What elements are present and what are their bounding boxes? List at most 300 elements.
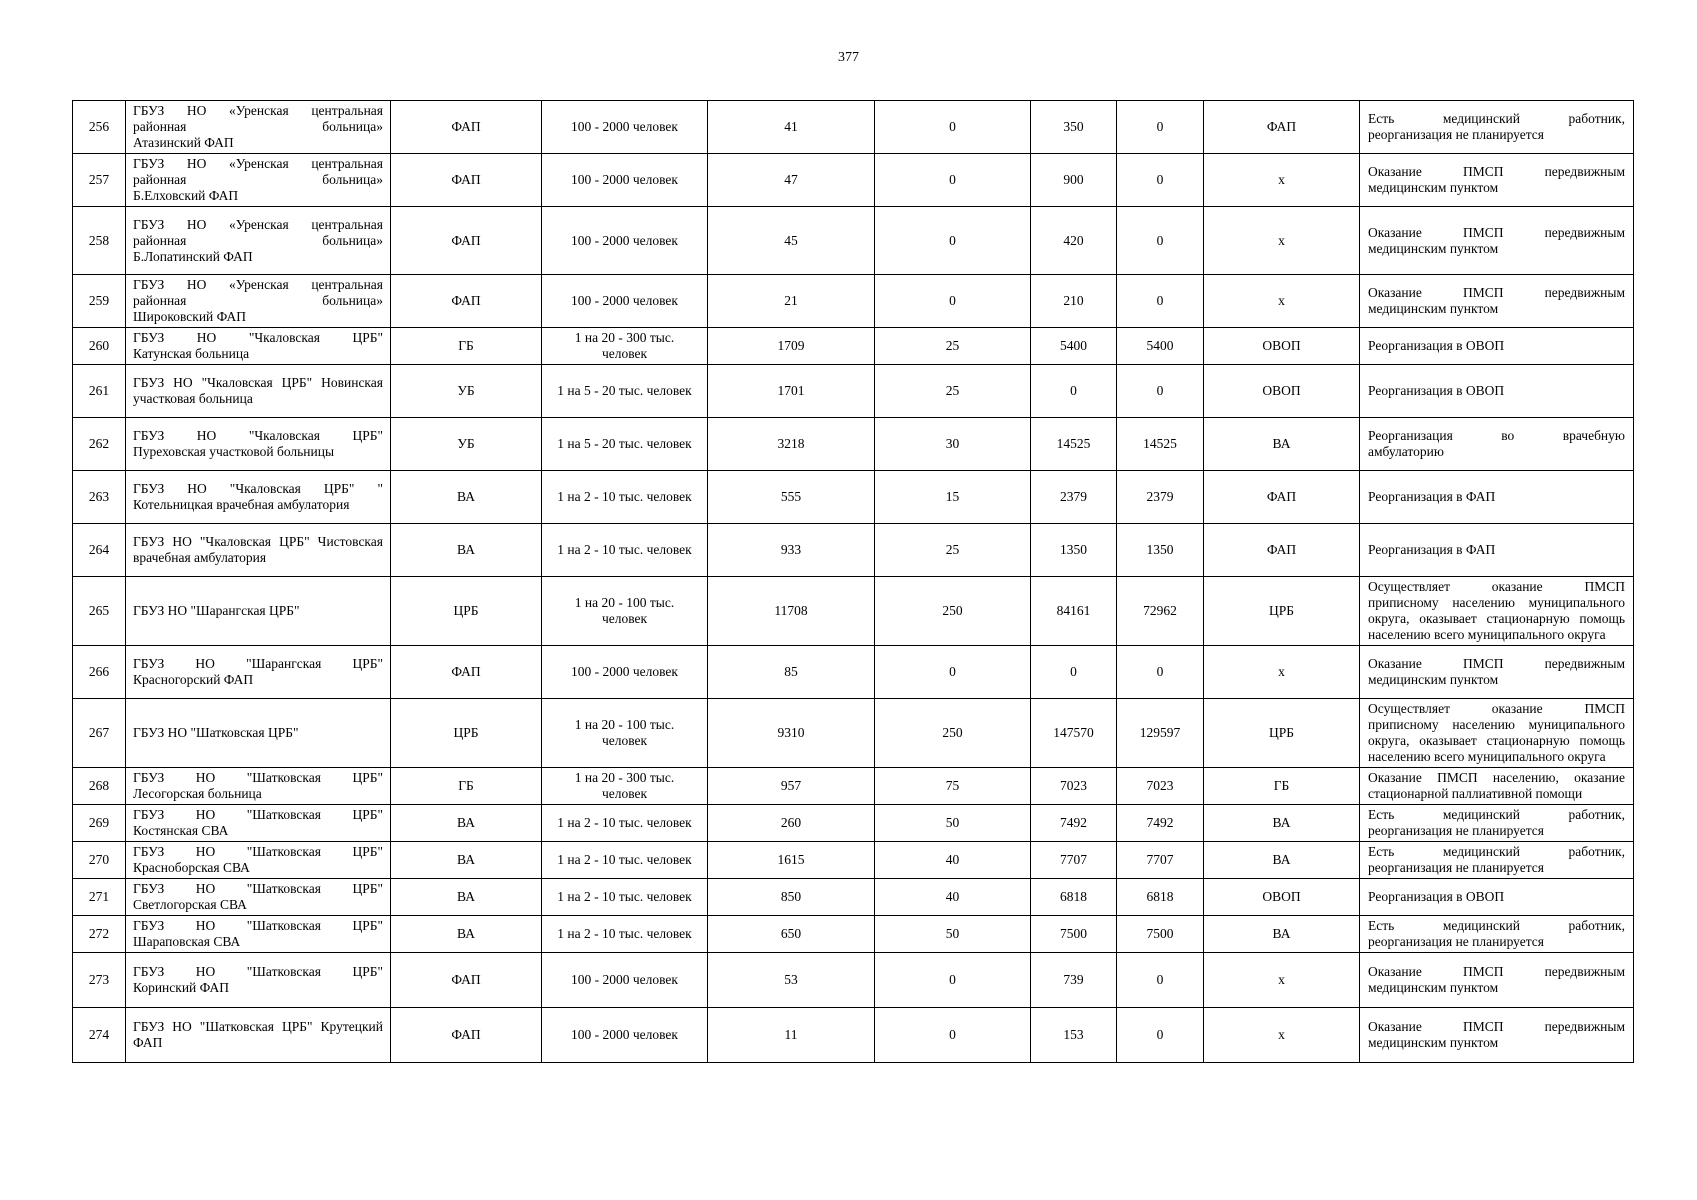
facility-type: ФАП: [391, 101, 542, 154]
value-2: 6818: [1117, 879, 1204, 916]
service-norm: [542, 768, 708, 805]
row-number: 257: [73, 154, 126, 207]
population-count: 9310: [708, 699, 875, 768]
institution-name-line: Б.Лопатинский ФАП: [133, 248, 253, 264]
facility-type: ГБ: [391, 768, 542, 805]
service-norm-line: человек: [601, 733, 648, 748]
value-2: 5400: [1117, 328, 1204, 365]
value-2: 0: [1117, 101, 1204, 154]
institution-name: [126, 879, 391, 916]
note-text: [1360, 101, 1634, 154]
note-text: [1360, 524, 1634, 577]
row-number: 270: [73, 842, 126, 879]
target-type: ЦРБ: [1204, 699, 1360, 768]
facility-type: ВА: [391, 842, 542, 879]
service-norm-line: 1 на 2 - 10 тыс. человек: [557, 889, 692, 904]
target-type: ОВОП: [1204, 365, 1360, 418]
service-norm-line: 1 на 20 - 100 тыс.: [574, 717, 675, 732]
institution-name-line: районная больница»: [133, 119, 383, 134]
note-text: [1360, 842, 1634, 879]
beds-count: 25: [875, 365, 1031, 418]
institution-name-line: ГБУЗ НО "Шатковская ЦРБ": [133, 844, 383, 859]
table-row: [73, 916, 1634, 953]
institution-name-line: Катунская больница: [133, 346, 250, 361]
institution-name: [126, 328, 391, 365]
institution-name: [126, 1008, 391, 1063]
note-text: [1360, 275, 1634, 328]
table-row: [73, 418, 1634, 471]
target-type: ФАП: [1204, 471, 1360, 524]
facility-type: ВА: [391, 805, 542, 842]
target-type: х: [1204, 207, 1360, 275]
row-number: 271: [73, 879, 126, 916]
service-norm: [542, 365, 708, 418]
service-norm: [542, 953, 708, 1008]
facility-type: УБ: [391, 365, 542, 418]
beds-count: 250: [875, 577, 1031, 646]
value-2: 0: [1117, 207, 1204, 275]
population-count: 85: [708, 646, 875, 699]
value-2: 7492: [1117, 805, 1204, 842]
institution-name: [126, 207, 391, 275]
page-number: 377: [838, 50, 859, 65]
service-norm-line: 100 - 2000 человек: [571, 119, 678, 134]
value-2: 0: [1117, 646, 1204, 699]
table-row: [73, 471, 1634, 524]
service-norm-line: человек: [601, 346, 648, 361]
institution-name-line: ГБУЗ НО "Чкаловская ЦРБ": [133, 428, 383, 443]
value-1: 2379: [1031, 471, 1117, 524]
beds-count: 30: [875, 418, 1031, 471]
row-number: 274: [73, 1008, 126, 1063]
beds-count: 0: [875, 207, 1031, 275]
row-number: 272: [73, 916, 126, 953]
beds-count: 0: [875, 101, 1031, 154]
beds-count: 40: [875, 879, 1031, 916]
target-type: ВА: [1204, 842, 1360, 879]
population-count: 260: [708, 805, 875, 842]
table-row: [73, 365, 1634, 418]
institution-name-line: ГБУЗ НО «Уренская центральная: [133, 103, 383, 118]
institution-name: [126, 699, 391, 768]
note-text-line: Оказание ПМСП передвижным: [1368, 1019, 1625, 1034]
row-number: 256: [73, 101, 126, 154]
service-norm-line: 100 - 2000 человек: [571, 1027, 678, 1042]
table-row: [73, 768, 1634, 805]
value-1: 6818: [1031, 879, 1117, 916]
institution-name-line: ГБУЗ НО "Шатковская ЦРБ": [133, 881, 383, 896]
facility-type: ВА: [391, 916, 542, 953]
institution-name-line: ГБУЗ НО "Чкаловская ЦРБ" Чистовская: [133, 534, 383, 549]
beds-count: 0: [875, 275, 1031, 328]
note-text: [1360, 328, 1634, 365]
facilities-table: [72, 100, 1634, 1063]
value-2: 0: [1117, 154, 1204, 207]
population-count: 555: [708, 471, 875, 524]
note-text-line: округа, оказывает стационарную помощь: [1368, 611, 1625, 626]
row-number: 262: [73, 418, 126, 471]
service-norm-line: 100 - 2000 человек: [571, 664, 678, 679]
note-text-line: стационарной паллиативной помощи: [1368, 786, 1583, 801]
note-text: [1360, 916, 1634, 953]
row-number: 265: [73, 577, 126, 646]
note-text-line: медицинским пунктом: [1368, 1035, 1499, 1050]
note-text-line: Реорганизация в ОВОП: [1368, 889, 1505, 904]
note-text-line: медицинским пунктом: [1368, 301, 1499, 316]
value-1: 14525: [1031, 418, 1117, 471]
institution-name-line: Б.Елховский ФАП: [133, 188, 239, 203]
target-type: ОВОП: [1204, 879, 1360, 916]
service-norm-line: 1 на 2 - 10 тыс. человек: [557, 852, 692, 867]
note-text-line: округа, оказывает стационарную помощь: [1368, 733, 1625, 748]
value-2: 7707: [1117, 842, 1204, 879]
service-norm: [542, 101, 708, 154]
row-number: 268: [73, 768, 126, 805]
note-text: [1360, 418, 1634, 471]
beds-count: 0: [875, 154, 1031, 207]
note-text-line: медицинским пунктом: [1368, 980, 1499, 995]
note-text: [1360, 768, 1634, 805]
row-number: 260: [73, 328, 126, 365]
service-norm-line: 100 - 2000 человек: [571, 172, 678, 187]
note-text: [1360, 207, 1634, 275]
note-text-line: реорганизация не планируется: [1368, 860, 1544, 875]
institution-name-line: ГБУЗ НО "Шатковская ЦРБ": [133, 770, 383, 785]
value-1: 1350: [1031, 524, 1117, 577]
population-count: 1709: [708, 328, 875, 365]
institution-name: [126, 524, 391, 577]
institution-name: [126, 646, 391, 699]
institution-name-line: Красноборская СВА: [133, 860, 250, 875]
institution-name-line: ГБУЗ НО "Шатковская ЦРБ": [133, 918, 383, 933]
institution-name-line: ГБУЗ НО «Уренская центральная: [133, 216, 383, 232]
service-norm: [542, 842, 708, 879]
service-norm: [542, 418, 708, 471]
service-norm: [542, 524, 708, 577]
service-norm-line: 1 на 20 - 300 тыс.: [574, 330, 675, 345]
institution-name: [126, 953, 391, 1008]
note-text-line: Осуществляет оказание ПМСП: [1368, 701, 1625, 716]
service-norm-line: человек: [601, 786, 648, 801]
note-text-line: Оказание ПМСП передвижным: [1368, 656, 1625, 671]
population-count: 933: [708, 524, 875, 577]
note-text-line: Оказание ПМСП населению, оказание: [1368, 770, 1625, 785]
institution-name: [126, 842, 391, 879]
facility-type: ВА: [391, 524, 542, 577]
note-text-line: приписному населению муниципального: [1368, 717, 1625, 732]
table-row: [73, 805, 1634, 842]
note-text-line: Есть медицинский работник,: [1368, 918, 1625, 933]
service-norm-line: 100 - 2000 человек: [571, 232, 678, 248]
row-number: 264: [73, 524, 126, 577]
value-2: 0: [1117, 365, 1204, 418]
note-text: [1360, 805, 1634, 842]
table-row: [73, 1008, 1634, 1063]
table-row: [73, 953, 1634, 1008]
value-1: 350: [1031, 101, 1117, 154]
note-text: [1360, 154, 1634, 207]
note-text-line: реорганизация не планируется: [1368, 127, 1544, 142]
facility-type: ФАП: [391, 207, 542, 275]
service-norm: [542, 646, 708, 699]
facility-type: ГБ: [391, 328, 542, 365]
institution-name-line: ГБУЗ НО "Шатковская ЦРБ": [133, 725, 299, 740]
beds-count: 25: [875, 328, 1031, 365]
table-body: [73, 101, 1634, 1063]
service-norm-line: 1 на 2 - 10 тыс. человек: [557, 815, 692, 830]
service-norm: [542, 1008, 708, 1063]
service-norm-line: 100 - 2000 человек: [571, 293, 678, 308]
table-row: [73, 101, 1634, 154]
service-norm: [542, 154, 708, 207]
note-text-line: Есть медицинский работник,: [1368, 807, 1625, 822]
target-type: ВА: [1204, 805, 1360, 842]
institution-name-line: ФАП: [133, 1035, 163, 1050]
value-2: 2379: [1117, 471, 1204, 524]
institution-name-line: Красногорский ФАП: [133, 672, 254, 687]
note-text-line: Реорганизация в ФАП: [1368, 489, 1496, 504]
service-norm-line: 1 на 5 - 20 тыс. человек: [557, 383, 692, 398]
institution-name-line: Шараповская СВА: [133, 934, 241, 949]
service-norm: [542, 207, 708, 275]
row-number: 263: [73, 471, 126, 524]
target-type: х: [1204, 953, 1360, 1008]
facility-type: ФАП: [391, 1008, 542, 1063]
table-row: [73, 154, 1634, 207]
note-text-line: медицинским пунктом: [1368, 180, 1499, 195]
note-text: [1360, 577, 1634, 646]
service-norm-line: 1 на 20 - 100 тыс.: [574, 595, 675, 610]
facility-type: ВА: [391, 471, 542, 524]
value-2: 129597: [1117, 699, 1204, 768]
value-1: 420: [1031, 207, 1117, 275]
note-text-line: приписному населению муниципального: [1368, 595, 1625, 610]
facility-type: ЦРБ: [391, 699, 542, 768]
target-type: ФАП: [1204, 524, 1360, 577]
value-1: 7492: [1031, 805, 1117, 842]
institution-name: [126, 916, 391, 953]
value-1: 900: [1031, 154, 1117, 207]
service-norm-line: 100 - 2000 человек: [571, 972, 678, 987]
value-1: 5400: [1031, 328, 1117, 365]
note-text: [1360, 1008, 1634, 1063]
institution-name: [126, 275, 391, 328]
service-norm-line: человек: [601, 611, 648, 626]
institution-name-line: Широковский ФАП: [133, 309, 246, 324]
population-count: 850: [708, 879, 875, 916]
target-type: ВА: [1204, 916, 1360, 953]
value-1: 7500: [1031, 916, 1117, 953]
beds-count: 0: [875, 953, 1031, 1008]
table-row: [73, 646, 1634, 699]
note-text-line: медицинским пунктом: [1368, 240, 1499, 256]
note-text-line: Осуществляет оказание ПМСП: [1368, 579, 1625, 594]
service-norm-line: 1 на 2 - 10 тыс. человек: [557, 489, 692, 504]
institution-name-line: ГБУЗ НО «Уренская центральная: [133, 277, 383, 292]
note-text-line: Реорганизация в ФАП: [1368, 542, 1496, 557]
note-text-line: Оказание ПМСП передвижным: [1368, 164, 1625, 179]
note-text: [1360, 879, 1634, 916]
institution-name-line: врачебная амбулатория: [133, 550, 267, 565]
population-count: 650: [708, 916, 875, 953]
population-count: 47: [708, 154, 875, 207]
service-norm: [542, 879, 708, 916]
population-count: 41: [708, 101, 875, 154]
value-2: 1350: [1117, 524, 1204, 577]
service-norm-line: 1 на 2 - 10 тыс. человек: [557, 926, 692, 941]
value-1: 153: [1031, 1008, 1117, 1063]
institution-name-line: ГБУЗ НО "Шарангская ЦРБ": [133, 603, 300, 618]
institution-name-line: Коринский ФАП: [133, 980, 229, 995]
service-norm: [542, 275, 708, 328]
beds-count: 0: [875, 1008, 1031, 1063]
note-text-line: Есть медицинский работник,: [1368, 844, 1625, 859]
target-type: ГБ: [1204, 768, 1360, 805]
value-2: 7023: [1117, 768, 1204, 805]
note-text-line: реорганизация не планируется: [1368, 823, 1544, 838]
population-count: 3218: [708, 418, 875, 471]
service-norm-line: 1 на 5 - 20 тыс. человек: [557, 436, 692, 451]
note-text-line: Оказание ПМСП передвижным: [1368, 285, 1625, 300]
service-norm: [542, 699, 708, 768]
table-row: [73, 577, 1634, 646]
table-row: [73, 207, 1634, 275]
institution-name-line: Котельницкая врачебная амбулатория: [133, 497, 350, 512]
facility-type: ФАП: [391, 953, 542, 1008]
value-2: 7500: [1117, 916, 1204, 953]
population-count: 1701: [708, 365, 875, 418]
institution-name-line: ГБУЗ НО "Чкаловская ЦРБ": [133, 330, 383, 345]
institution-name-line: участковая больница: [133, 391, 253, 406]
institution-name-line: районная больница»: [133, 172, 383, 187]
beds-count: 25: [875, 524, 1031, 577]
note-text-line: реорганизация не планируется: [1368, 934, 1544, 949]
note-text-line: медицинским пунктом: [1368, 672, 1499, 687]
note-text: [1360, 365, 1634, 418]
value-1: 210: [1031, 275, 1117, 328]
value-2: 72962: [1117, 577, 1204, 646]
row-number: 269: [73, 805, 126, 842]
target-type: х: [1204, 154, 1360, 207]
note-text: [1360, 646, 1634, 699]
value-1: 7707: [1031, 842, 1117, 879]
table-row: [73, 842, 1634, 879]
institution-name-line: Светлогорская СВА: [133, 897, 247, 912]
institution-name: [126, 805, 391, 842]
institution-name-line: ГБУЗ НО "Шатковская ЦРБ": [133, 807, 383, 822]
table-row: [73, 699, 1634, 768]
institution-name-line: ГБУЗ НО "Шарангская ЦРБ": [133, 656, 383, 671]
service-norm: [542, 471, 708, 524]
note-text-line: Реорганизация в ОВОП: [1368, 383, 1505, 398]
institution-name: [126, 101, 391, 154]
row-number: 273: [73, 953, 126, 1008]
institution-name-line: районная больница»: [133, 293, 383, 308]
note-text-line: Оказание ПМСП передвижным: [1368, 964, 1625, 979]
value-1: 7023: [1031, 768, 1117, 805]
service-norm: [542, 577, 708, 646]
facility-type: ФАП: [391, 646, 542, 699]
note-text-line: Есть медицинский работник,: [1368, 111, 1625, 126]
value-2: 14525: [1117, 418, 1204, 471]
value-1: 84161: [1031, 577, 1117, 646]
note-text: [1360, 471, 1634, 524]
institution-name: [126, 365, 391, 418]
service-norm-line: 1 на 20 - 300 тыс.: [574, 770, 675, 785]
population-count: 53: [708, 953, 875, 1008]
table-row: [73, 328, 1634, 365]
population-count: 11: [708, 1008, 875, 1063]
target-type: ФАП: [1204, 101, 1360, 154]
row-number: 267: [73, 699, 126, 768]
beds-count: 250: [875, 699, 1031, 768]
note-text-line: Реорганизация во врачебную: [1368, 428, 1625, 443]
institution-name: [126, 154, 391, 207]
beds-count: 15: [875, 471, 1031, 524]
institution-name-line: Пуреховская участковой больницы: [133, 444, 335, 459]
row-number: 258: [73, 207, 126, 275]
target-type: ВА: [1204, 418, 1360, 471]
value-2: 0: [1117, 275, 1204, 328]
table-row: [73, 524, 1634, 577]
beds-count: 50: [875, 916, 1031, 953]
target-type: х: [1204, 1008, 1360, 1063]
target-type: х: [1204, 275, 1360, 328]
beds-count: 50: [875, 805, 1031, 842]
value-1: 739: [1031, 953, 1117, 1008]
row-number: 259: [73, 275, 126, 328]
service-norm: [542, 805, 708, 842]
population-count: 45: [708, 207, 875, 275]
population-count: 11708: [708, 577, 875, 646]
value-1: 0: [1031, 646, 1117, 699]
institution-name-line: Лесогорская больница: [133, 786, 262, 801]
population-count: 957: [708, 768, 875, 805]
note-text-line: Реорганизация в ОВОП: [1368, 338, 1505, 353]
service-norm: [542, 328, 708, 365]
institution-name-line: Атазинский ФАП: [133, 135, 234, 150]
institution-name-line: районная больница»: [133, 232, 383, 248]
beds-count: 0: [875, 646, 1031, 699]
beds-count: 75: [875, 768, 1031, 805]
service-norm-line: 1 на 2 - 10 тыс. человек: [557, 542, 692, 557]
institution-name: [126, 577, 391, 646]
note-text-line: Оказание ПМСП передвижным: [1368, 224, 1625, 240]
facility-type: ФАП: [391, 275, 542, 328]
target-type: х: [1204, 646, 1360, 699]
institution-name: [126, 418, 391, 471]
population-count: 1615: [708, 842, 875, 879]
table-row: [73, 879, 1634, 916]
service-norm: [542, 916, 708, 953]
note-text-line: населению всего муниципального округа: [1368, 627, 1606, 642]
value-1: 147570: [1031, 699, 1117, 768]
facility-type: ЦРБ: [391, 577, 542, 646]
institution-name-line: Костянская СВА: [133, 823, 229, 838]
institution-name-line: ГБУЗ НО "Шатковская ЦРБ": [133, 964, 383, 979]
population-count: 21: [708, 275, 875, 328]
facility-type: ВА: [391, 879, 542, 916]
value-2: 0: [1117, 953, 1204, 1008]
note-text-line: населению всего муниципального округа: [1368, 749, 1606, 764]
institution-name-line: ГБУЗ НО "Чкаловская ЦРБ" ": [133, 481, 383, 496]
note-text: [1360, 953, 1634, 1008]
note-text-line: амбулаторию: [1368, 444, 1444, 459]
value-1: 0: [1031, 365, 1117, 418]
target-type: ЦРБ: [1204, 577, 1360, 646]
table-row: [73, 275, 1634, 328]
institution-name-line: ГБУЗ НО «Уренская центральная: [133, 156, 383, 171]
